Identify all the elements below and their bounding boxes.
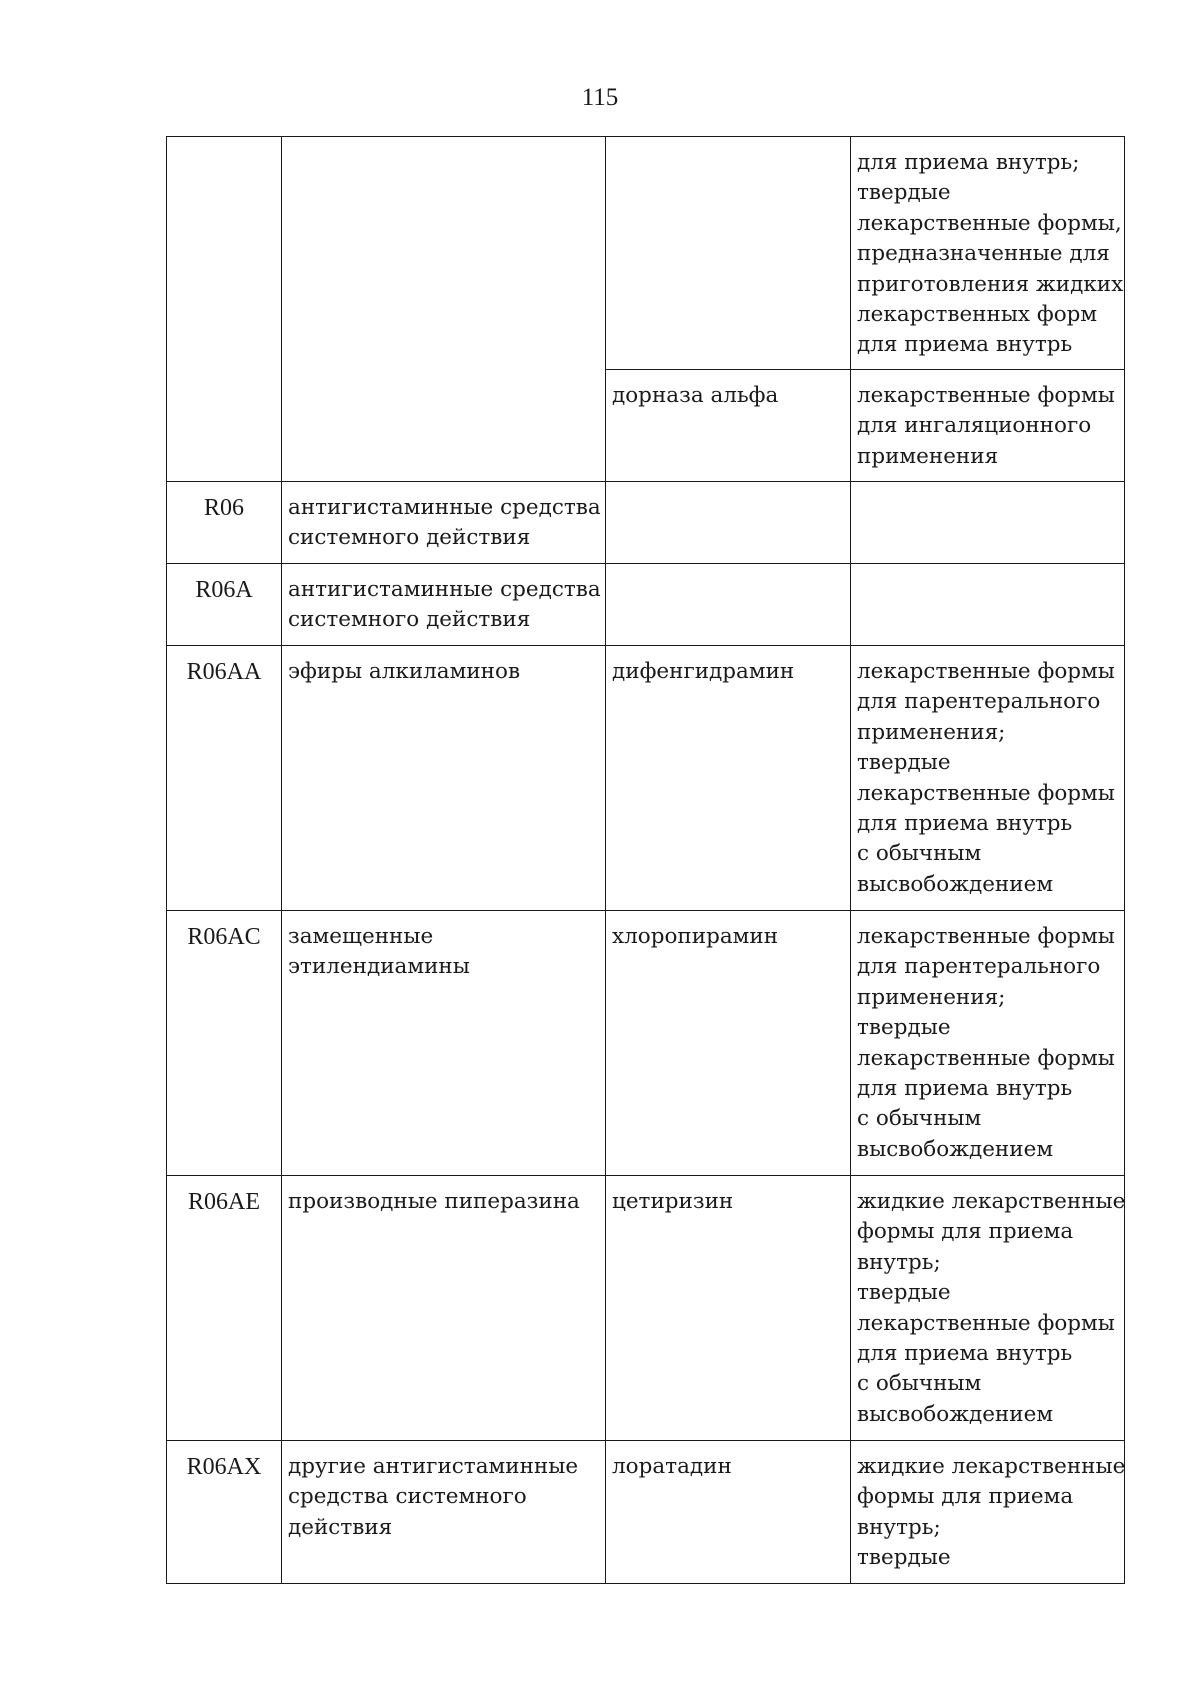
dosage-forms-cell: [851, 646, 1125, 911]
table-row: [167, 482, 1125, 564]
table-row: [167, 646, 1125, 911]
dosage-form-line: для приема внутрь;: [857, 150, 1080, 175]
dosage-form-line: лекарственные формы: [857, 1045, 1115, 1071]
group-name: действия: [288, 1514, 393, 1540]
dosage-form-line: для парентерального: [857, 689, 1101, 715]
dosage-form-line: твердые: [857, 180, 951, 206]
drug-name-cell: [606, 1441, 851, 1584]
table-row: [167, 911, 1125, 1176]
drug-name: лоратадин: [612, 1454, 732, 1479]
group-name: другие антигистаминные: [288, 1454, 579, 1479]
dosage-form-line: с обычным: [857, 841, 982, 867]
dosage-form-line: твердые: [857, 1545, 951, 1571]
drug-name-cell: [606, 564, 851, 646]
group-name: системного действия: [288, 607, 531, 633]
dosage-form-line: применения;: [857, 984, 1006, 1010]
dosage-form-line: лекарственных форм: [857, 302, 1098, 328]
atc-code-cell: R06A: [167, 564, 282, 646]
drug-classification-table: [166, 136, 1125, 1584]
atc-code-cell: R06: [167, 482, 282, 564]
group-name: замещенные: [288, 924, 434, 949]
dosage-form-line: высвобождением: [857, 1136, 1054, 1162]
drug-name: дорназа альфа: [612, 383, 779, 408]
dosage-form-line: применения;: [857, 719, 1006, 745]
dosage-form-line: для приема внутрь: [857, 1076, 1073, 1102]
dosage-form-line: высвобождением: [857, 1401, 1054, 1427]
group-name: антигистаминные средства: [288, 577, 601, 602]
dosage-form-line: с обычным: [857, 1106, 982, 1132]
drug-name-cell: [606, 911, 851, 1176]
group-name: производные пиперазина: [288, 1189, 580, 1214]
group-name-cell: [282, 137, 606, 482]
drug-name-cell: [606, 370, 851, 482]
table-row: [167, 564, 1125, 646]
dosage-form-line: с обычным: [857, 1371, 982, 1397]
dosage-forms-cell: [851, 370, 1125, 482]
group-name: средства системного: [288, 1484, 527, 1510]
drug-name-cell: [606, 1176, 851, 1441]
dosage-form-line: для приема внутрь: [857, 332, 1073, 358]
group-name-cell: [282, 1441, 606, 1584]
dosage-forms-cell: [851, 482, 1125, 564]
dosage-form-line: твердые: [857, 1015, 951, 1041]
drug-name: хлоропирамин: [612, 924, 779, 949]
dosage-forms-cell: [851, 1441, 1125, 1584]
page-number: 115: [581, 84, 619, 111]
atc-code-cell: [167, 137, 282, 482]
group-name-cell: [282, 646, 606, 911]
drug-name: дифенгидрамин: [612, 659, 795, 684]
dosage-form-line: предназначенные для: [857, 241, 1110, 267]
dosage-form-line: внутрь;: [857, 1514, 941, 1540]
dosage-forms-cell: [851, 564, 1125, 646]
table-row: [167, 1441, 1125, 1584]
group-name: этилендиамины: [288, 954, 470, 980]
atc-code-cell: R06AE: [167, 1176, 282, 1441]
dosage-form-line: лекарственные формы: [857, 659, 1115, 684]
dosage-form-line: формы для приема: [857, 1219, 1074, 1245]
group-name-cell: [282, 482, 606, 564]
group-name: антигистаминные средства: [288, 495, 601, 520]
atc-code-cell: R06AC: [167, 911, 282, 1176]
atc-code-cell: R06AX: [167, 1441, 282, 1584]
group-name: эфиры алкиламинов: [288, 659, 521, 684]
group-name: системного действия: [288, 525, 531, 551]
dosage-forms-cell: [851, 1176, 1125, 1441]
dosage-form-line: лекарственные формы: [857, 1310, 1115, 1336]
dosage-form-line: формы для приема: [857, 1484, 1074, 1510]
table-row: [167, 1176, 1125, 1441]
dosage-form-line: для приема внутрь: [857, 811, 1073, 837]
dosage-form-line: жидкие лекарственные: [857, 1189, 1126, 1214]
drug-name-cell: [606, 482, 851, 564]
dosage-forms-cell: [851, 137, 1125, 370]
dosage-form-line: применения: [857, 443, 999, 469]
drug-name-cell: [606, 646, 851, 911]
group-name-cell: [282, 564, 606, 646]
dosage-form-line: для приема внутрь: [857, 1341, 1073, 1367]
drug-name: цетиризин: [612, 1189, 734, 1214]
dosage-form-line: для ингаляционного: [857, 413, 1092, 439]
dosage-form-line: высвобождением: [857, 871, 1054, 897]
dosage-form-line: жидкие лекарственные: [857, 1454, 1126, 1479]
dosage-form-line: для парентерального: [857, 954, 1101, 980]
dosage-form-line: лекарственные формы: [857, 780, 1115, 806]
dosage-forms-cell: [851, 911, 1125, 1176]
drug-name-cell: [606, 137, 851, 370]
atc-code-cell: R06AA: [167, 646, 282, 911]
dosage-form-line: лекарственные формы: [857, 924, 1115, 949]
group-name-cell: [282, 911, 606, 1176]
group-name-cell: [282, 1176, 606, 1441]
dosage-form-line: твердые: [857, 1280, 951, 1306]
table-row: [167, 137, 1125, 370]
dosage-form-line: внутрь;: [857, 1249, 941, 1275]
dosage-form-line: лекарственные формы: [857, 383, 1115, 408]
dosage-form-line: твердые: [857, 750, 951, 776]
dosage-form-line: приготовления жидких: [857, 271, 1124, 297]
dosage-form-line: лекарственные формы,: [857, 210, 1122, 236]
